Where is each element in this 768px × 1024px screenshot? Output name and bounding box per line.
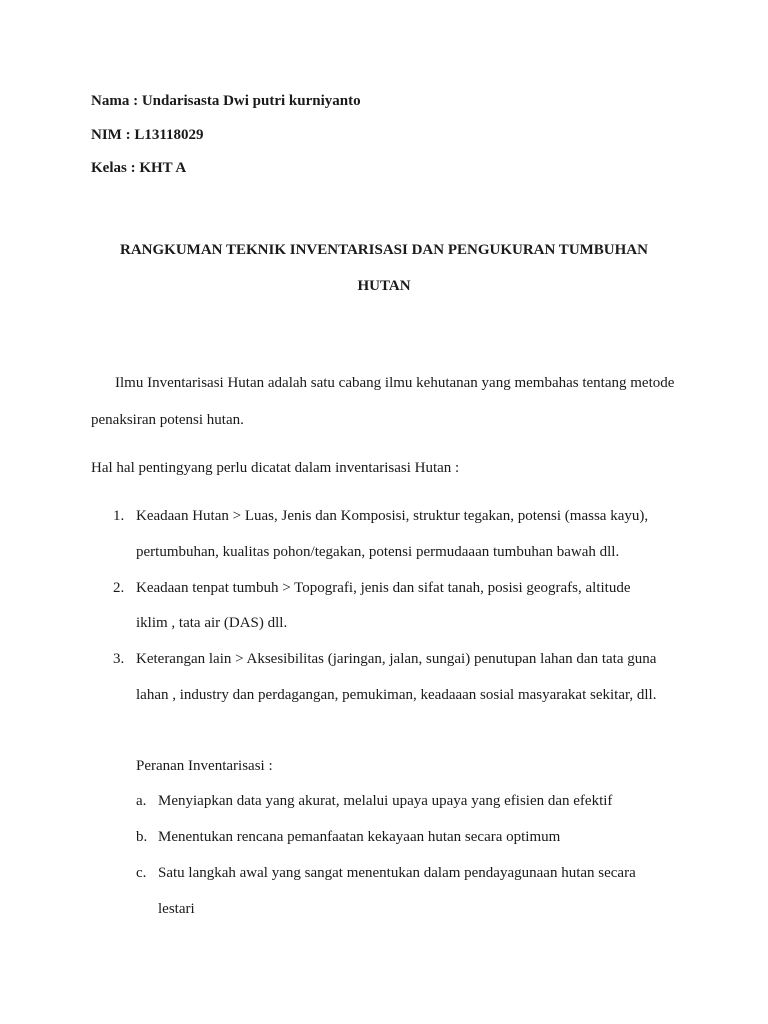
student-name: Nama : Undarisasta Dwi putri kurniyanto	[91, 93, 361, 109]
list-item-line1: Satu langkah awal yang sangat menentukan dalam pendayagunaan hutan secara	[158, 865, 636, 881]
list-marker: 2.	[113, 580, 125, 596]
list-marker: 1.	[113, 508, 125, 524]
document-title-line2: HUTAN	[357, 278, 411, 294]
list-item-line1: Keadaan tenpat tumbuh > Topografi, jenis dan sifat tanah, posisi geografs, altitude	[136, 580, 631, 596]
list-item-line2: iklim , tata air (DAS) dll.	[136, 615, 288, 631]
list-item-line1: Keadaan Hutan > Luas, Jenis dan Komposisi, struktur tegakan, potensi (massa kayu),	[136, 508, 649, 524]
important-points-heading: Hal hal pentingyang perlu dicatat dalam inventarisasi Hutan :	[91, 460, 460, 476]
student-class: Kelas : KHT A	[91, 160, 187, 176]
list-item-line2: lestari	[158, 901, 195, 917]
list-item-line1: Menentukan rencana pemanfaatan kekayaan hutan secara optimum	[158, 829, 561, 845]
list-item-line2: lahan , industry dan perdagangan, pemukiman, keadaaan sosial masyarakat sekitar, dll.	[136, 687, 657, 703]
list-marker: c.	[136, 865, 147, 881]
list-marker: b.	[136, 829, 148, 845]
student-nim: NIM : L13118029	[91, 127, 204, 143]
list-marker: a.	[136, 793, 147, 809]
list-item-line2: pertumbuhan, kualitas pohon/tegakan, potensi permudaaan tumbuhan bawah dll.	[136, 544, 620, 560]
list-item-line1: Menyiapkan data yang akurat, melalui upaya upaya yang efisien dan efektif	[158, 793, 613, 809]
intro-paragraph-line1: Ilmu Inventarisasi Hutan adalah satu cabang ilmu kehutanan yang membahas tentang metode	[115, 375, 675, 391]
list-marker: 3.	[113, 651, 125, 667]
document-title-line1: RANGKUMAN TEKNIK INVENTARISASI DAN PENGUKURAN TUMBUHAN	[120, 242, 648, 258]
role-heading: Peranan Inventarisasi :	[136, 758, 273, 774]
intro-paragraph-line2: penaksiran potensi hutan.	[91, 412, 244, 428]
list-item-line1: Keterangan lain > Aksesibilitas (jaringan, jalan, sungai) penutupan lahan dan tata guna	[136, 651, 657, 667]
